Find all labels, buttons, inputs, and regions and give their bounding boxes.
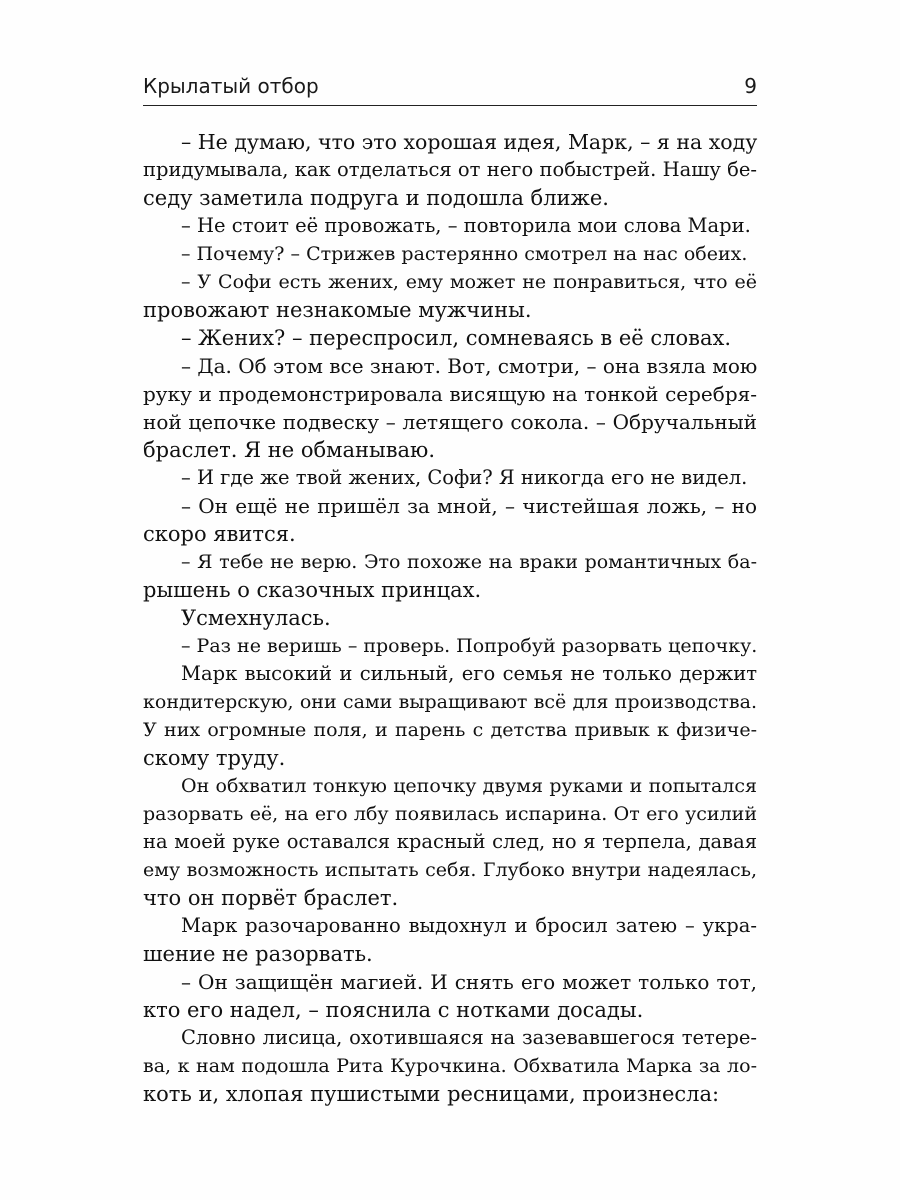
text-line: Усмехнулась. xyxy=(181,606,331,630)
text-line: руку и продемонстрировала висящую на тонкой серебря- xyxy=(143,382,757,406)
text-line: Марк высокий и сильный, его семья не только держит xyxy=(181,662,757,685)
text-line: Марк разочарованно выдохнул и бросил затею – укра- xyxy=(181,914,757,937)
text-line: ему возможность испытать себя. Глубоко внутри надеялась, xyxy=(143,859,757,881)
text-line: скому труду. xyxy=(143,746,286,770)
running-title: Крылатый отбор xyxy=(143,74,319,98)
text-line: браслет. Я не обманываю. xyxy=(143,438,435,462)
text-line: разорвать её, на его лбу появилась испарина. От его усилий xyxy=(143,803,757,825)
text-line: провожают незнакомые мужчины. xyxy=(143,298,532,322)
body-text xyxy=(143,128,757,1108)
text-line: – Он ещё не пришёл за мной, – чистейшая ложь, – но xyxy=(181,494,757,518)
text-line: что он порвёт браслет. xyxy=(143,886,399,910)
text-line: У них огромные поля, и парень с детства привык к физиче- xyxy=(143,719,757,741)
text-line: – У Софи есть жених, ему может не понравиться, что её xyxy=(181,271,757,293)
text-line: Словно лисица, охотившаяся на зазевавшегося тетере- xyxy=(181,1026,757,1049)
text-line: – Он защищён магией. И снять его может только тот, xyxy=(181,970,757,994)
text-line: – Не думаю, что это хорошая идея, Марк, – я на ходу xyxy=(181,130,758,154)
header-rule xyxy=(143,105,757,106)
text-line: кто его надел, – пояснила с нотками досады. xyxy=(143,998,644,1022)
text-line: ной цепочке подвеску – летящего сокола. – Обручальный xyxy=(143,410,757,434)
page-header xyxy=(143,74,757,104)
text-line: кондитерскую, они сами выращивают всё для производства. xyxy=(143,691,757,713)
text-line: Он обхватил тонкую цепочку двумя руками и попытался xyxy=(181,775,757,797)
text-line: седу заметила подруга и подошла ближе. xyxy=(143,186,609,210)
text-line: скоро явится. xyxy=(143,522,296,546)
text-line: рышень о сказочных принцах. xyxy=(143,578,482,602)
text-line: – Я тебе не верю. Это похоже на враки романтичных ба- xyxy=(181,551,757,573)
page-number: 9 xyxy=(744,74,757,98)
text-line: коть и, хлопая пушистыми ресницами, произнесла: xyxy=(143,1082,720,1106)
text-line: – Да. Об этом все знают. Вот, смотри, – она взяла мою xyxy=(181,354,758,378)
text-line: – Жених? – переспросил, сомневаясь в её словах. xyxy=(181,326,731,350)
text-line: придумывала, как отделаться от него побыстрей. Нашу бе- xyxy=(143,158,757,181)
text-line: ва, к нам подошла Рита Курочкина. Обхватила Марка за ло- xyxy=(143,1055,757,1077)
text-line: – Раз не веришь – проверь. Попробуй разорвать цепочку. xyxy=(181,635,758,657)
text-line: – Не стоит её провожать, – повторила мои слова Мари. xyxy=(181,214,751,237)
text-line: – И где же твой жених, Софи? Я никогда его не видел. xyxy=(181,466,748,489)
text-line: – Почему? – Стрижев растерянно смотрел на нас обеих. xyxy=(181,243,748,265)
text-line: на моей руке оставался красный след, но я терпела, давая xyxy=(143,830,757,853)
text-line: шение не разорвать. xyxy=(143,942,373,966)
